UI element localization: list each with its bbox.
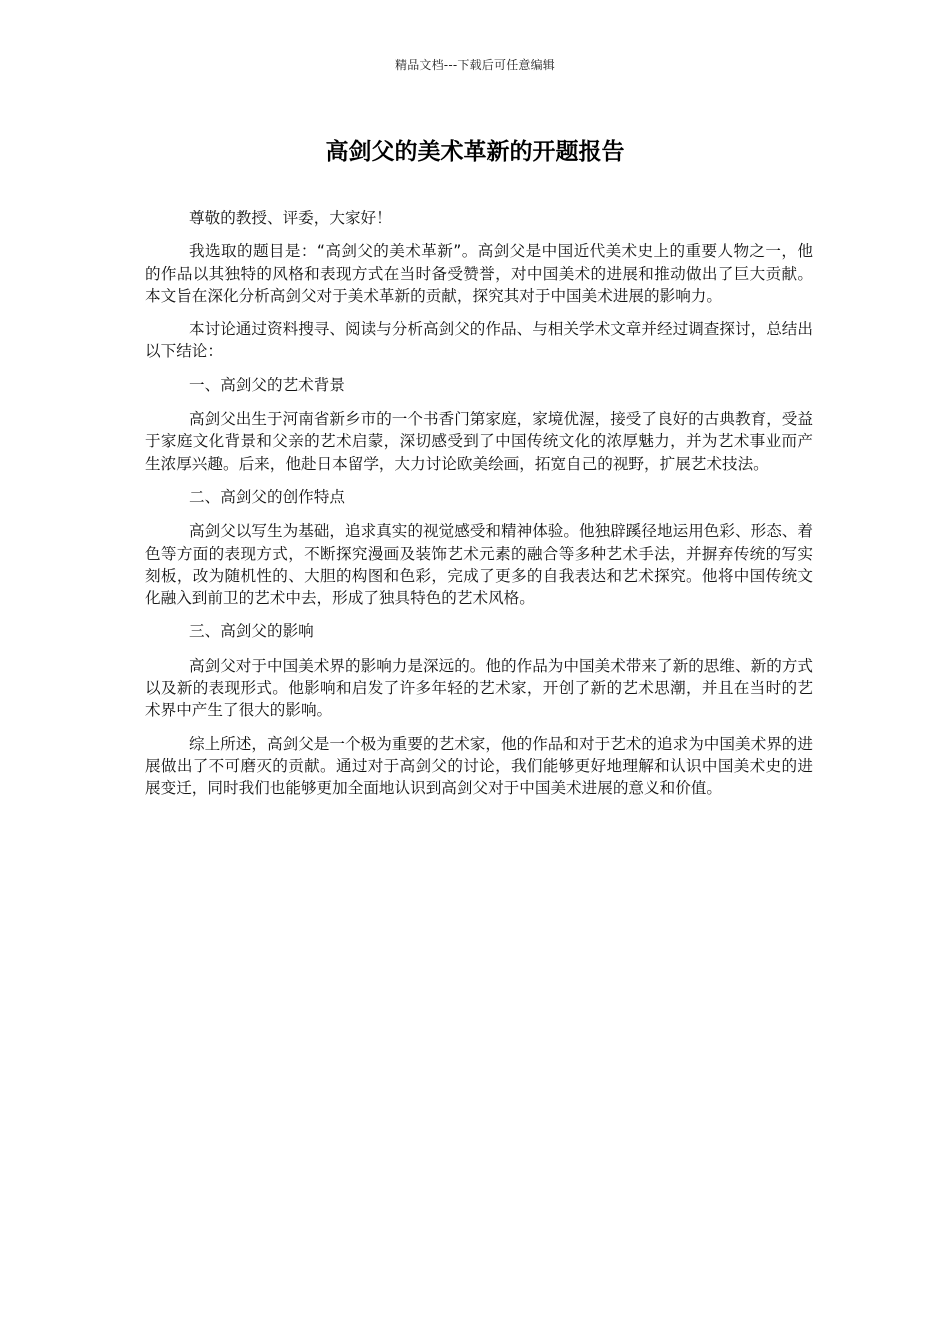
intro-paragraph: 我选取的题目是：“高剑父的美术革新”。高剑父是中国近代美术史上的重要人物之一，他的作品以其独特的风格和表现方式在当时备受赞誉，对中国美术的进展和推动做出了巨大贡献。本文旨在深化分析高剑父对于美术革新的贡献，探究其对于中国美术进展的影响力。 [145, 242, 813, 305]
greeting-paragraph: 尊敬的教授、评委，大家好！ [189, 209, 392, 227]
section-text-background: 高剑父出生于河南省新乡市的一个书香门第家庭，家境优渥，接受了良好的古典教育，受益于家庭文化背景和父亲的艺术启蒙，深切感受到了中国传统文化的浓厚魅力，并为艺术事业而产生浓厚兴趣。后来，他赴日本留学，大力讨论欧美绘画，拓宽自己的视野，扩展艺术技法。 [145, 410, 813, 473]
section-heading-background: 一、高剑父的艺术背景 [189, 375, 345, 394]
section-text-influence: 高剑父对于中国美术界的影响力是深远的。他的作品为中国美术带来了新的思维、新的方式以及新的表现形式。他影响和启发了许多年轻的艺术家，开创了新的艺术思潮，并且在当时的艺术界中产生了很大的影响。 [145, 656, 813, 720]
section-heading-influence: 三、高剑父的影响 [189, 622, 314, 641]
running-header: 精品文档---下载后可任意编辑 [395, 58, 555, 72]
conclusion-paragraph: 综上所述，高剑父是一个极为重要的艺术家，他的作品和对于艺术的追求为中国美术界的进展做出了不可磨灭的贡献。通过对于高剑父的讨论，我们能够更好地理解和认识中国美术史的进展变迁，同时我们也能够更加全面地认识到高剑父对于中国美术进展的意义和价值。 [145, 734, 813, 798]
document-body [145, 207, 813, 811]
section-heading-characteristics: 二、高剑父的创作特点 [189, 487, 345, 506]
section-text-characteristics: 高剑父以写生为基础，追求真实的视觉感受和精神体验。他独辟蹊径地运用色彩、形态、着色等方面的表现方式，不断探究漫画及装饰艺术元素的融合等多种艺术手法，并摒弃传统的写实刻板，改为随机性的、大胆的构图和色彩，完成了更多的自我表达和艺术探究。他将中国传统文化融入到前卫的艺术中去，形成了独具特色的艺术风格。 [145, 522, 813, 608]
document-title: 高剑父的美术革新的开题报告 [325, 139, 625, 165]
method-paragraph: 本讨论通过资料搜寻、阅读与分析高剑父的作品、与相关学术文章并经过调查探讨，总结出以下结论： [145, 320, 813, 361]
